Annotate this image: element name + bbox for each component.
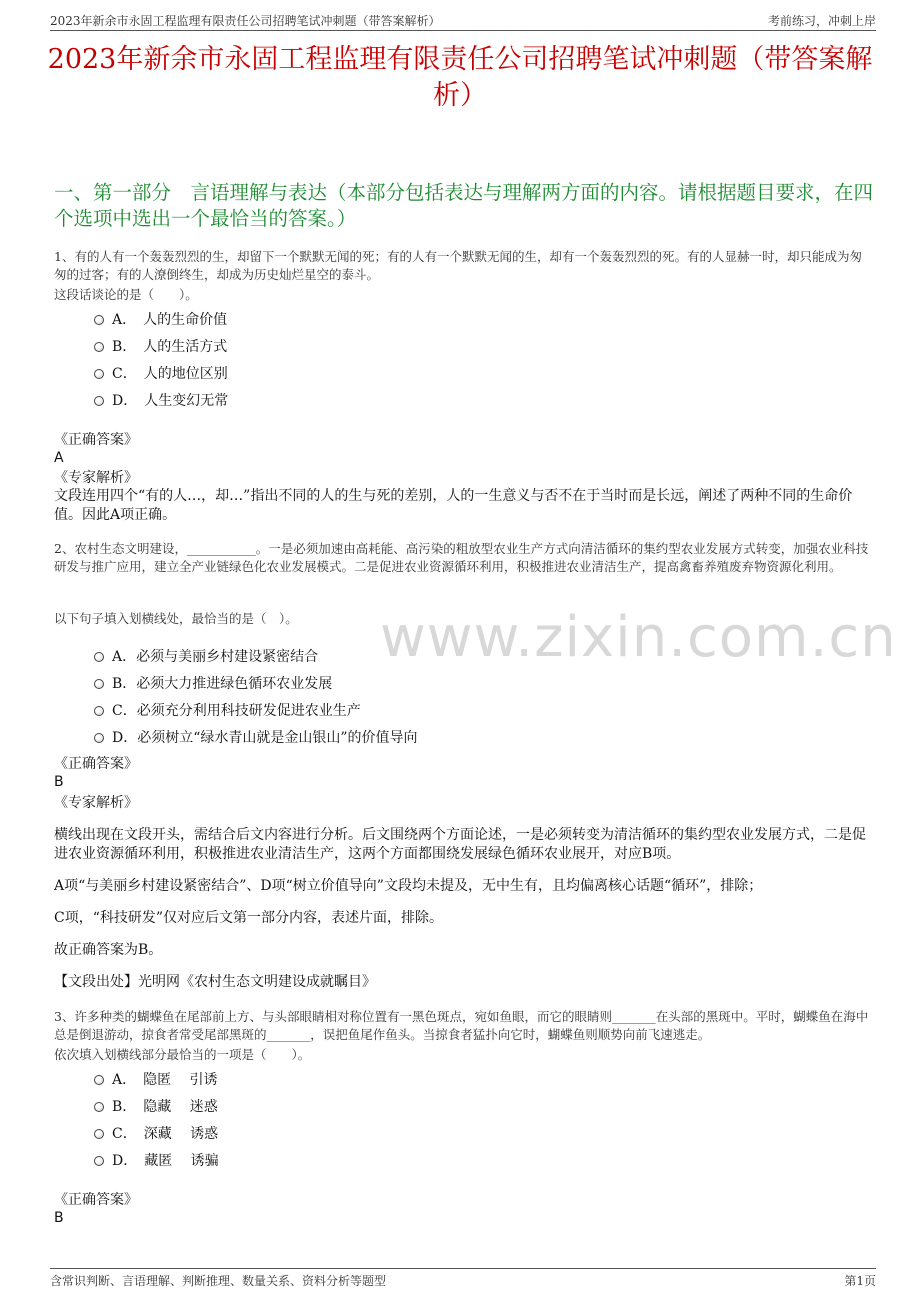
option-label: C． 深藏 诱惑 (112, 1126, 219, 1142)
question-1-analysis-label: 《专家解析》 (54, 470, 138, 486)
question-2-analysis-label: 《专家解析》 (54, 795, 138, 811)
section-heading: 一、第一部分 言语理解与表达（本部分包括表达与理解两方面的内容。请根据题目要求，在四个选项中选出一个最恰当的答案。） (54, 181, 874, 230)
question-3-option-a[interactable] (94, 1069, 218, 1089)
radio-icon[interactable] (94, 706, 104, 716)
question-2-answer-label: 《正确答案》 (54, 756, 138, 772)
question-2-analysis-paragraph: A项“与美丽乡村建设紧密结合”、D项“树立价值导向”文段均未提及，无中生有，且均偏离核心话题“循环”，排除； (54, 878, 763, 894)
option-label: B．必须大力推进绿色循环农业发展 (112, 676, 333, 692)
question-3-option-d[interactable] (94, 1150, 219, 1170)
question-3-option-c[interactable] (94, 1123, 218, 1143)
radio-icon[interactable] (94, 342, 104, 352)
question-2-prompt: 以下句子填入划横线处，最恰当的是（ ）。 (54, 611, 298, 626)
question-2-option-a[interactable] (94, 646, 318, 666)
question-2-option-c[interactable] (94, 700, 361, 720)
question-1-option-c[interactable] (94, 363, 228, 383)
watermark: www.zixin.com.cn (380, 605, 897, 670)
question-2-option-b[interactable] (94, 673, 332, 693)
question-2-analysis-paragraph: C项，“科技研发”仅对应后文第一部分内容，表述片面，排除。 (54, 910, 444, 926)
footer-note: 含常识判断、言语理解、判断推理、数量关系、资料分析等题型 (50, 1274, 387, 1288)
option-label: D． 藏匿 诱骗 (112, 1153, 219, 1169)
question-3-option-b[interactable] (94, 1096, 218, 1116)
question-2-analysis-paragraph: 横线出现在文段开头，需结合后文内容进行分析。后文围绕两个方面论述，一是必须转变为清洁循环的集约型农业发展方式，二是促进农业资源循环利用，积极推进农业清洁生产，这两个方面都围绕发展绿色循环农业展开，对应B项。 (54, 827, 866, 862)
radio-icon[interactable] (94, 733, 104, 743)
page-footer (50, 1268, 876, 1289)
header-slogan: 考前练习，冲刺上岸 (767, 14, 876, 28)
question-1-prompt: 这段话谈论的是（ ）。 (54, 287, 198, 302)
option-label: B． 隐藏 迷惑 (112, 1099, 218, 1115)
radio-icon[interactable] (94, 1156, 104, 1166)
question-1-answer-label: 《正确答案》 (54, 432, 138, 448)
question-1-option-a[interactable] (94, 309, 227, 329)
radio-icon[interactable] (94, 369, 104, 379)
radio-icon[interactable] (94, 315, 104, 325)
option-label: C．必须充分利用科技研发促进农业生产 (112, 703, 361, 719)
question-1-analysis: 文段连用四个“有的人…，却…”指出不同的人的生与死的差别，人的一生意义与否不在于当时而是长远，阐述了两种不同的生命价值。因此A项正确。 (54, 488, 853, 523)
radio-icon[interactable] (94, 1129, 104, 1139)
radio-icon[interactable] (94, 396, 104, 406)
radio-icon[interactable] (94, 679, 104, 689)
option-label: C． 人的地位区别 (112, 366, 228, 382)
question-3-answer: B (54, 1210, 64, 1226)
page-number: 第1页 (844, 1274, 876, 1288)
option-label: B． 人的生活方式 (112, 339, 228, 355)
question-2-text: 2、农村生态文明建设，___________。一是必须加速由高耗能、高污染的粗放型农业生产方式向清洁循环的集约型农业发展方式转变，加强农业科技研发与推广应用，建立全产业链绿色化农业发展模式。二是促进农业资源循环利用，积极推进农业清洁生产，提高禽畜养殖废弃物资源化利用。 (54, 541, 869, 574)
document-title: 2023年新余市永固工程监理有限责任公司招聘笔试冲刺题（带答案解析） (47, 44, 873, 111)
question-2-analysis-paragraph: 故正确答案为B。 (54, 942, 163, 958)
question-2-option-d[interactable] (94, 727, 418, 747)
option-label: A． 隐匿 引诱 (112, 1072, 218, 1088)
option-label: A． 人的生命价值 (112, 312, 228, 328)
question-1-text: 1、有的人有一个轰轰烈烈的生，却留下一个默默无闻的死；有的人有一个默默无闻的生，却有一个轰轰烈烈的死。有的人显赫一时，却只能成为匆匆的过客；有的人潦倒终生，却成为历史灿烂星空的泰斗。 (54, 249, 862, 282)
question-1-option-b[interactable] (94, 336, 227, 356)
radio-icon[interactable] (94, 1075, 104, 1085)
question-3-answer-label: 《正确答案》 (54, 1192, 138, 1208)
question-2-answer: B (54, 774, 64, 790)
option-label: D． 人生变幻无常 (112, 393, 229, 409)
radio-icon[interactable] (94, 1102, 104, 1112)
question-1-option-d[interactable] (94, 390, 228, 410)
page-header (50, 10, 876, 31)
question-1-answer: A (54, 450, 64, 466)
option-label: A．必须与美丽乡村建设紧密结合 (112, 649, 319, 665)
question-3-text: 3、许多种类的蝴蝶鱼在尾部前上方、与头部眼睛相对称位置有一黑色斑点，宛如鱼眼，而它的眼睛则_______在头部的黑斑中。平时，蝴蝶鱼在海中总是倒退游动，掠食者常受尾部黑斑的_______，误把鱼尾作鱼头。当掠食者猛扑向它时，蝴蝶鱼则顺势向前飞速逃走。 (54, 1009, 869, 1042)
option-label: D．必须树立“绿水青山就是金山银山”的价值导向 (112, 730, 418, 746)
header-title: 2023年新余市永固工程监理有限责任公司招聘笔试冲刺题（带答案解析） (50, 14, 441, 28)
radio-icon[interactable] (94, 652, 104, 662)
question-2-source: 【文段出处】光明网《农村生态文明建设成就瞩目》 (54, 974, 376, 990)
question-3-prompt: 依次填入划横线部分最恰当的一项是（ ）。 (54, 1047, 311, 1062)
